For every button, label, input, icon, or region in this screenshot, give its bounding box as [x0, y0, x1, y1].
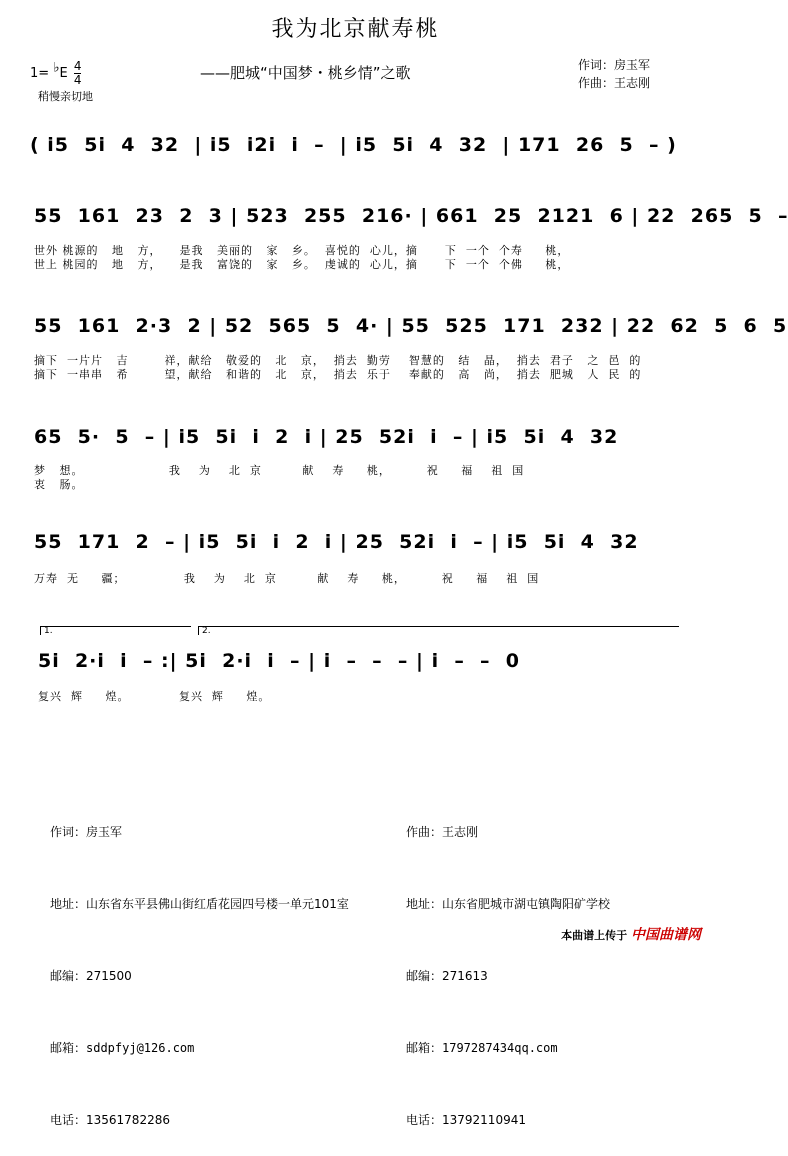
- volta-label-1: 1.: [44, 626, 53, 636]
- lyric-row-6-verse-1: 复兴 辉 煌。 复兴 辉 煌。: [38, 690, 271, 703]
- lyric-row-2-verse-2: 世上 桃园的 地 方， 是我 富饶的 家 乡。 虔诚的 心儿，摘 下 一个 个佛 桃，: [34, 258, 570, 271]
- page-title: 我为北京献寿桃: [271, 17, 440, 42]
- footer-composer-email: 邮箱：1797287434qq.com: [406, 1041, 558, 1055]
- footer-lyricist-phone: 电话：13561782286: [50, 1113, 170, 1127]
- footer-composer-postcode: 邮编：271613: [406, 969, 488, 983]
- footer-lyricist-address: 地址：山东省东平县佛山街红盾花园四号楼一单元101室: [50, 897, 349, 911]
- volta-bracket-2: [198, 626, 679, 635]
- score-row-6: 5i 2·i i – :| 5i 2·i i – | i – – – | i – – 0: [38, 650, 520, 672]
- score-row-2: 55 161 23 2 3 | 523 255 216· | 661 25 2121 6 | 22 265 5 –: [34, 205, 788, 227]
- score-row-3: 55 161 2·3 2 | 52 565 5 4· | 55 525 171 232 | 22 62 5 6 5: [34, 315, 788, 337]
- key-prefix: 1=: [30, 66, 50, 81]
- lyric-row-2-verse-1: 世外 桃源的 地 方， 是我 美丽的 家 乡。 喜悦的 心儿，摘 下 一个 个寿 桃，: [34, 244, 570, 257]
- lyric-row-3-verse-2: 摘下 一串串 希 望，献给 和谐的 北 京， 捎去 乐于 奉献的 高 尚， 捎去 肥城 人 民 的: [34, 368, 642, 381]
- lyric-row-4-verse-2: 衷 肠。: [34, 478, 84, 491]
- footer-lyricist-name: 作词：房玉军: [50, 825, 123, 839]
- tempo-marking: 稍慢亲切地: [38, 90, 93, 103]
- footer-composer-phone: 电话：13792110941: [406, 1113, 526, 1127]
- key-signature: [30, 60, 81, 87]
- lyricist-credit: 作词：房玉军: [578, 58, 651, 72]
- footer-lyricist-email: 邮箱：sddpfyj@126.com: [50, 1041, 195, 1055]
- lyric-row-3-verse-1: 摘下 一片片 吉 祥，献给 敬爱的 北 京， 捎去 勤劳 智慧的 结 晶， 捎去 君子 之 邑 的: [34, 354, 642, 367]
- composer-credit: 作曲：王志刚: [578, 76, 651, 90]
- lyric-row-4-verse-1: 梦 想。 我 为 北 京 献 寿 桃， 祝 福 祖 国: [34, 464, 525, 477]
- score-row-5: 55 171 2 – | i5 5i i 2 i | 25 52i i – | i5 5i 4 32: [34, 531, 639, 553]
- footer-composer-name: 作曲：王志刚: [406, 825, 479, 839]
- time-bottom: 4: [73, 73, 82, 87]
- footer-lyricist-postcode: 邮编：271500: [50, 969, 132, 983]
- site-logo: 中国曲谱网: [631, 927, 701, 943]
- footer-composer-address: 地址：山东省肥城市湖屯镇陶阳矿学校: [406, 897, 611, 911]
- footer-lyricist-info: [50, 772, 349, 1156]
- score-row-4: 65 5· 5 – | i5 5i i 2 i | 25 52i i – | i5 5i 4 32: [34, 426, 619, 448]
- volta-label-2: 2.: [202, 626, 211, 636]
- lyric-row-5-verse-1: 万寿 无 疆； 我 为 北 京 献 寿 桃， 祝 福 祖 国: [34, 572, 540, 585]
- score-row-1: ( i5 5i 4 32 | i5 i2i i – | i5 5i 4 32 | 171 26 5 – ): [30, 134, 677, 156]
- flat-icon: ♭: [53, 60, 60, 76]
- time-top: 4: [73, 59, 82, 73]
- volta-bracket-1: [40, 626, 191, 635]
- footer-composer-info: [406, 772, 610, 1156]
- key-letter: E: [59, 66, 68, 81]
- subtitle: ——肥城“中国梦・桃乡情”之歌: [200, 64, 411, 82]
- upload-credit: [561, 924, 701, 944]
- time-signature: [74, 60, 82, 87]
- upload-text: 本曲谱上传于: [561, 929, 628, 942]
